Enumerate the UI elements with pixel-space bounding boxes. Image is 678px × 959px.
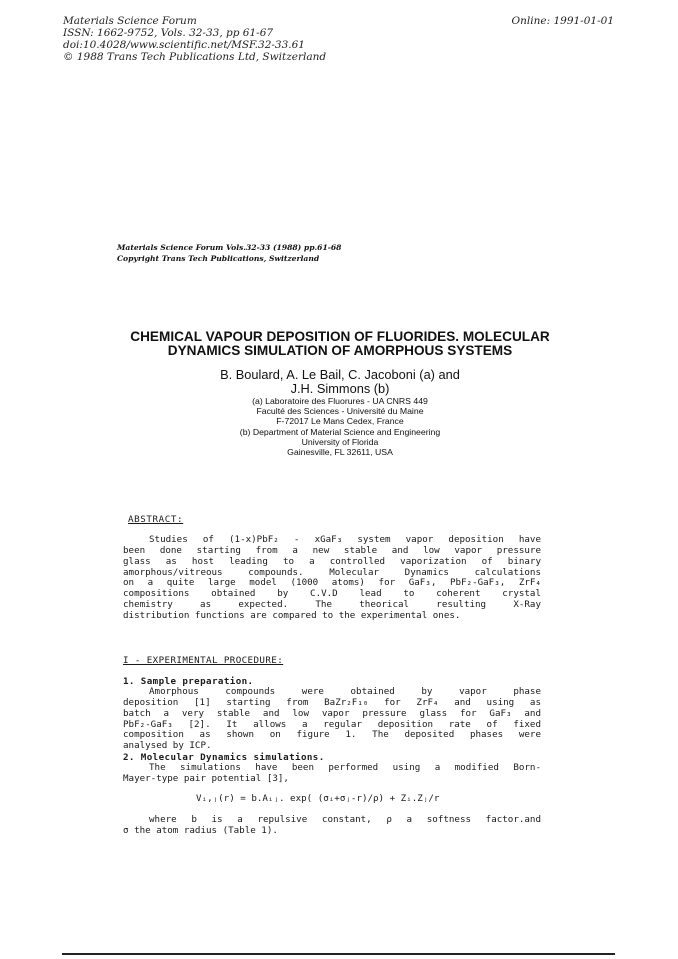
md-simulation-body [123, 763, 541, 785]
subsection-heading-1: 1. Sample preparation. [123, 676, 254, 687]
affiliation-line: (a) Laboratoire des Fluorures - UA CNRS 449 [252, 396, 428, 406]
potential-equation: Vᵢ,ⱼ(r) = b.Aᵢⱼ. exp( (σᵢ+σⱼ-r)/ρ) + Zᵢ.Zⱼ/r [196, 793, 440, 804]
citation-header [63, 15, 326, 63]
body-line: deposition [1] starting from BaZr₂F₁₀ for ZrF₄ and using as [123, 696, 541, 708]
abstract-line: been done starting from a new stable and low vapor pressure [123, 544, 541, 556]
abstract-line: glass as host leading to a controlled vaporization of binary [123, 555, 541, 567]
journal-copyright-line: Copyright Trans Tech Publications, Switzerland [117, 254, 320, 263]
online-date: Online: 1991-01-01 [511, 15, 614, 27]
page-bottom-rule [62, 953, 615, 955]
body-line: Mayer-type pair potential [3], [123, 772, 289, 784]
abstract-body [123, 535, 541, 622]
authors-line-2: J.H. Simmons (b) [290, 380, 390, 396]
issn-line: ISSN: 1662-9752, Vols. 32-33, pp 61-67 [63, 27, 274, 39]
copyright-line: © 1988 Trans Tech Publications Ltd, Switzerland [63, 51, 327, 63]
body-line: composition as shown on figure 1. The deposited phases were [123, 729, 541, 741]
equation-explanation [123, 815, 541, 837]
body-line: PbF₂-GaF₃ [2]. It allows a regular deposition rate of fixed [123, 718, 541, 730]
affiliation-line: Faculté des Sciences - Université du Maine [256, 406, 424, 417]
abstract-heading: ABSTRACT: [128, 514, 184, 525]
body-line: batch a very stable and low vapor pressure glass for GaF₃ and [123, 707, 541, 719]
author-list [80, 368, 600, 395]
journal-note [117, 242, 341, 264]
title-line-1: CHEMICAL VAPOUR DEPOSITION OF FLUORIDES. MOLECULAR [130, 329, 550, 344]
affiliation-line: F-72017 Le Mans Cedex, France [276, 416, 404, 427]
affiliation-line: Gainesville, FL 32611, USA [287, 447, 393, 458]
body-line: Amorphous compounds were obtained by vapor phase [149, 686, 541, 697]
title-line-2: DYNAMICS SIMULATION OF AMORPHOUS SYSTEMS [167, 343, 513, 358]
affiliations [80, 396, 600, 457]
authors-line-1: B. Boulard, A. Le Bail, C. Jacoboni (a) and [220, 367, 460, 382]
body-line: σ the atom radius (Table 1). [123, 824, 278, 836]
doi-line: doi:10.4028/www.scientific.net/MSF.32-33.61 [63, 39, 305, 51]
body-line: analysed by ICP. [123, 740, 212, 752]
journal-name: Materials Science Forum [63, 15, 197, 27]
journal-note-line: Materials Science Forum Vols.32-33 (1988) pp.61-68 [117, 243, 342, 252]
abstract-line: chemistry as expected. The theorical resulting X-Ray [123, 599, 541, 611]
affiliation-line: University of Florida [301, 436, 379, 447]
paper-title [80, 330, 600, 358]
abstract-line: Studies of (1-x)PbF₂ - xGaF₃ system vapor deposition have [149, 534, 541, 545]
subsection-heading-2: 2. Molecular Dynamics simulations. [123, 752, 325, 763]
abstract-line: distribution functions are compared to the experimental ones. [123, 609, 461, 621]
sample-preparation-body [123, 687, 541, 752]
affiliation-line: (b) Department of Material Science and Engineering [239, 426, 441, 437]
body-line: The simulations have been performed using a modified Born- [149, 762, 541, 773]
section-heading: I - EXPERIMENTAL PROCEDURE: [123, 655, 284, 666]
abstract-line: amorphous/vitreous compounds. Molecular Dynamics calculations [123, 566, 541, 578]
abstract-line: on a quite large model (1000 atoms) for GaF₃, PbF₂-GaF₃, ZrF₄ [123, 577, 541, 589]
abstract-line: compositions obtained by C.V.D lead to coherent crystal [123, 588, 541, 600]
body-line: where b is a repulsive constant, ρ a softness factor.and [149, 814, 541, 825]
